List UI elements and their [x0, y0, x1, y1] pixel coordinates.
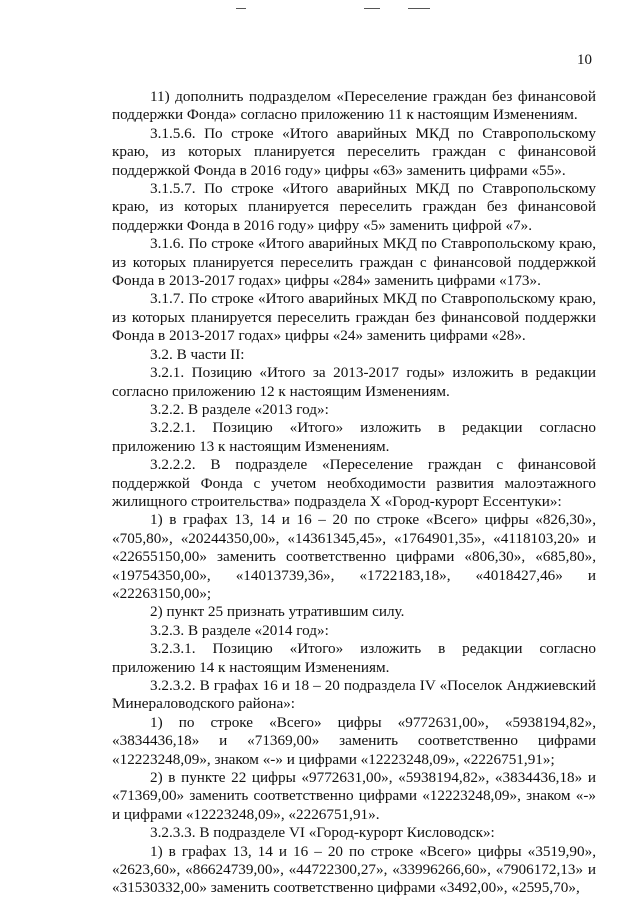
paragraph: 3.2.3. В разделе «2014 год»: — [150, 621, 329, 639]
paragraph: 3.2. В части II: — [150, 345, 245, 363]
paragraph: 3.1.7. По строке «Итого аварийных МКД по Ставропольскому краю, из которых планируется переселить граждан без финансовой поддержки Фонда в 2013-2017 годах» цифры «24» заменить цифрами «28». — [112, 290, 596, 345]
paragraph: 3.1.6. По строке «Итого аварийных МКД по Ставропольскому краю, из которых планируется переселить граждан с финансовой поддержкой Фонда в 2013-2017 годах» цифры «284» заменить цифрами «173». — [112, 235, 596, 290]
paragraph: 3.2.3.3. В подразделе VI «Город-курорт Кисловодск»: — [150, 824, 495, 842]
paragraph: 1) в графах 13, 14 и 16 – 20 по строке «Всего» цифры «3519,90», «2623,60», «86624739,00», «44722300,27», «33996266,60», «7906172,13» и «31530332,00» заменить соответственно цифрами «3492,00», «2595,70», — [112, 842, 596, 897]
paragraph: 3.2.2.1. Позицию «Итого» изложить в редакции согласно приложению 13 к настоящим Изменениям. — [112, 419, 596, 455]
paragraph: 3.2.3.2. В графах 16 и 18 – 20 подраздела IV «Поселок Анджиевский Минераловодского района»: — [112, 677, 596, 713]
paragraph: 2) пункт 25 признать утратившим силу. — [150, 603, 405, 621]
paragraph: 11) дополнить подразделом «Переселение граждан без финансовой поддержки Фонда» согласно приложению 11 к настоящим Изменениям. — [112, 88, 596, 124]
scan-mark — [408, 8, 430, 9]
paragraph: 3.1.5.6. По строке «Итого аварийных МКД по Ставропольскому краю, из которых планируется переселить граждан с финансовой поддержкой Фонда в 2016 году» цифры «63» заменить цифрами «55». — [112, 124, 596, 179]
paragraph: 3.2.2.2. В подразделе «Переселение граждан с финансовой поддержкой Фонда с учетом необходимости развития малоэтажного жилищного строительства» подраздела X «Город-курорт Ессентуки»: — [112, 456, 596, 510]
scan-marks — [0, 0, 640, 12]
page-number: 10 — [577, 52, 592, 68]
paragraph: 3.2.1. Позицию «Итого за 2013-2017 годы» изложить в редакции согласно приложению 12 к настоящим Изменениям. — [112, 364, 596, 400]
scan-mark — [236, 8, 246, 9]
paragraph: 3.2.2. В разделе «2013 год»: — [150, 400, 329, 418]
paragraph: 3.1.5.7. По строке «Итого аварийных МКД по Ставропольскому краю, из которых планируется переселить граждан без финансовой поддержки Фонда в 2016 году» цифру «5» заменить цифрой «7». — [112, 180, 596, 234]
paragraph: 1) по строке «Всего» цифры «9772631,00», «5938194,82», «3834436,18» и «71369,00» заменить соответственно цифрами «12223248,09», знаком «-» и цифрами «12223248,09», «2226751,91»; — [112, 713, 596, 768]
paragraph: 2) в пункте 22 цифры «9772631,00», «5938194,82», «3834436,18» и «71369,00» заменить соответственно цифрами «12223248,09», знаком «-» и цифрами «12223248,09», «2226751,91». — [112, 769, 596, 823]
document-body — [112, 88, 596, 898]
paragraph: 1) в графах 13, 14 и 16 – 20 по строке «Всего» цифры «826,30», «705,80», «20244350,00», «14361345,45», «1764901,35», «4118103,20» и «22655150,00» заменить соответственно цифрами «806,30», «685,80», «19754350,00», «14013739,36», «1722183,18», «4018427,46» и «22263150,00»; — [112, 511, 596, 602]
scan-mark — [364, 8, 380, 9]
paragraph: 3.2.3.1. Позицию «Итого» изложить в редакции согласно приложению 14 к настоящим Изменениям. — [112, 640, 596, 676]
